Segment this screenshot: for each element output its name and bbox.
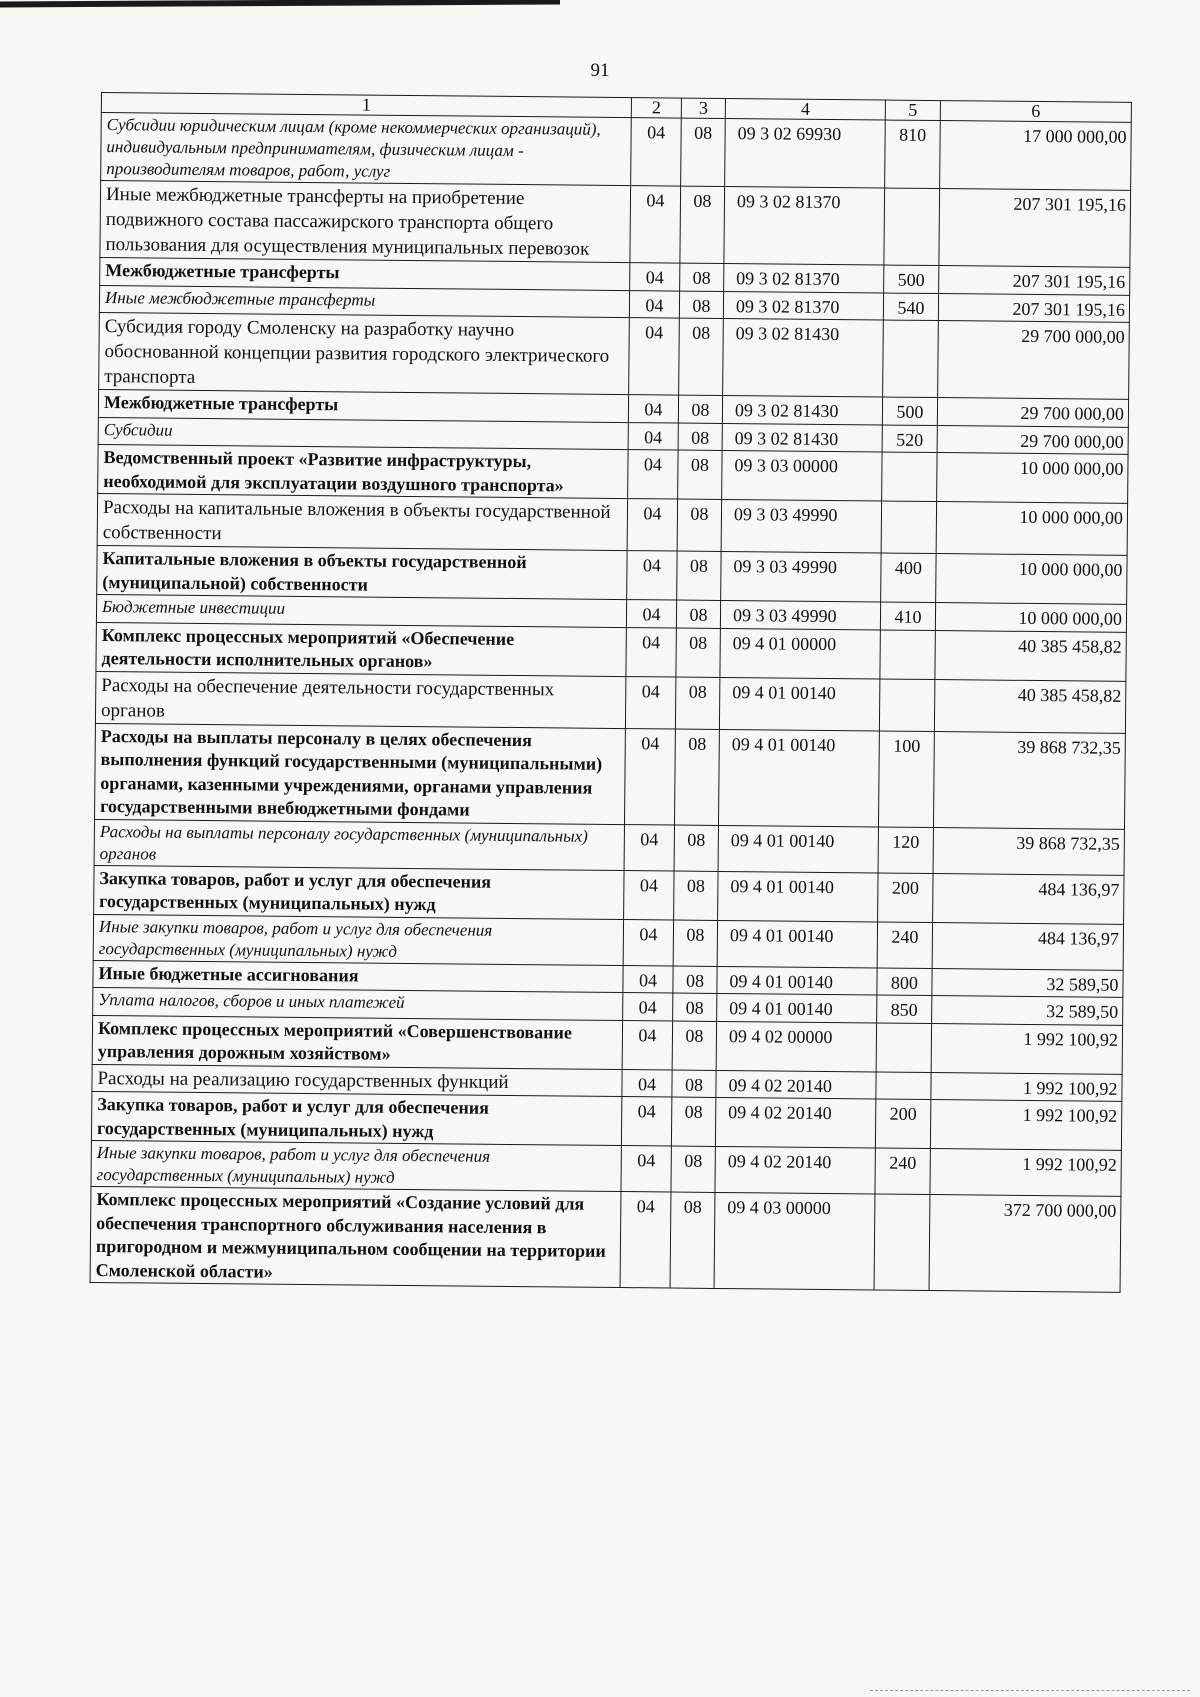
expense-name-cell: Расходы на капитальные вложения в объекты государственной собственности — [97, 493, 627, 550]
amount-cell: 10 000 000,00 — [936, 502, 1127, 556]
header-col-5: 5 — [885, 100, 940, 121]
expense-name-cell: Расходы на выплаты персоналу в целях обеспечения выполнения функций государственными (муниципальными) органами, казенными учреждениями, органами управления государственными внебюджетными фондами — [95, 723, 626, 824]
subsection-code-cell: 08 — [677, 499, 721, 551]
amount-cell: 32 589,50 — [932, 968, 1123, 997]
subsection-code-cell: 08 — [672, 1021, 716, 1070]
section-code-cell: 04 — [629, 290, 679, 318]
amount-cell: 1 992 100,92 — [931, 1072, 1122, 1101]
subsection-code-cell: 08 — [673, 920, 717, 966]
section-code-cell: 04 — [624, 870, 674, 919]
target-article-cell: 09 4 03 00000 — [714, 1192, 875, 1290]
amount-cell: 10 000 000,00 — [936, 554, 1127, 605]
amount-cell: 40 385 458,82 — [935, 630, 1126, 681]
section-code-cell: 04 — [629, 318, 680, 395]
expense-name-cell: Комплекс процессных мероприятий «Совершенствование управления дорожным хозяйством» — [92, 1015, 622, 1069]
section-code-cell: 04 — [622, 1069, 672, 1097]
expense-type-cell — [883, 320, 939, 398]
target-article-cell: 09 4 01 00140 — [718, 825, 878, 873]
subsection-code-cell: 08 — [678, 450, 722, 499]
header-col-3: 3 — [681, 98, 725, 118]
expense-type-cell: 500 — [884, 265, 939, 293]
expense-type-cell: 200 — [875, 1099, 930, 1149]
target-article-cell: 09 3 02 81370 — [724, 186, 885, 265]
section-code-cell: 04 — [628, 422, 678, 450]
header-col-1: 1 — [101, 93, 631, 118]
target-article-cell: 09 4 02 20140 — [715, 1097, 875, 1148]
target-article-cell: 09 3 02 81430 — [722, 395, 882, 424]
expense-type-cell: 410 — [880, 602, 935, 630]
expense-name-cell: Капитальные вложения в объекты государственной (муниципальной) собственности — [97, 545, 627, 599]
expense-type-cell: 100 — [878, 731, 934, 828]
expense-name-cell: Иные закупки товаров, работ и услуг для обеспечения государственных (муниципальных) нужд — [91, 1140, 621, 1191]
section-code-cell: 04 — [630, 186, 681, 263]
expense-name-cell: Межбюджетные трансферты — [98, 389, 628, 422]
target-article-cell: 09 4 01 00140 — [718, 729, 879, 827]
target-article-cell: 09 4 01 00140 — [717, 920, 877, 968]
target-article-cell: 09 3 03 00000 — [722, 450, 882, 501]
section-code-cell: 04 — [620, 1192, 671, 1288]
expense-type-cell — [874, 1194, 930, 1291]
subsection-code-cell: 08 — [676, 628, 720, 677]
expense-name-cell: Субсидии юридическим лицам (кроме некоммерческих организаций), индивидуальным предпринимателям, физическим лицам - производителям товаров, работ, услуг — [101, 113, 632, 186]
subsection-code-cell: 08 — [675, 677, 719, 729]
expense-name-cell: Иные межбюджетные трансферты — [99, 285, 629, 318]
target-article-cell: 09 4 01 00140 — [717, 966, 877, 995]
amount-cell: 1 992 100,92 — [930, 1100, 1121, 1151]
expense-type-cell — [880, 630, 935, 680]
expense-type-cell: 810 — [885, 120, 941, 189]
subsection-code-cell: 08 — [673, 993, 717, 1021]
table-row — [100, 181, 1131, 268]
amount-cell: 207 301 195,16 — [938, 293, 1129, 322]
scan-edge-bar — [0, 0, 560, 7]
section-code-cell: 04 — [627, 499, 677, 551]
expense-type-cell: 850 — [877, 995, 932, 1023]
amount-cell: 1 992 100,92 — [931, 1023, 1122, 1074]
expense-type-cell: 240 — [877, 921, 932, 968]
expense-name-cell: Субсидия городу Смоленску на разработку научно обоснованной концепции развития городского электрического транспорта — [99, 312, 630, 394]
expense-name-cell: Ведомственный проект «Развитие инфраструктуры, необходимой для эксплуатации воздушного транспорта» — [98, 444, 628, 498]
target-article-cell: 09 3 03 49990 — [720, 600, 880, 629]
expense-type-cell — [882, 452, 937, 502]
subsection-code-cell: 08 — [670, 1192, 715, 1288]
section-code-cell: 04 — [624, 728, 675, 824]
expense-name-cell: Расходы на реализацию государственных функций — [92, 1064, 622, 1097]
target-article-cell: 09 4 02 20140 — [716, 1070, 876, 1099]
target-article-cell: 09 4 02 00000 — [716, 1021, 876, 1072]
amount-cell: 207 301 195,16 — [939, 189, 1131, 268]
page-number: 91 — [590, 60, 610, 81]
section-code-cell: 04 — [623, 993, 673, 1021]
amount-cell: 10 000 000,00 — [937, 453, 1128, 504]
target-article-cell: 09 3 02 81430 — [722, 423, 882, 452]
amount-cell: 29 700 000,00 — [937, 425, 1128, 454]
section-code-cell: 04 — [622, 1020, 672, 1069]
section-code-cell: 04 — [628, 395, 678, 423]
expense-name-cell: Уплата налогов, сборов и иных платежей — [93, 987, 623, 1020]
expense-type-cell: 520 — [882, 425, 937, 453]
section-code-cell: 04 — [630, 263, 680, 291]
expense-type-cell: 800 — [877, 967, 932, 995]
subsection-code-cell: 08 — [677, 551, 721, 600]
subsection-code-cell: 08 — [680, 263, 724, 291]
expense-type-cell: 120 — [878, 826, 933, 873]
expense-name-cell: Расходы на выплаты персоналу государственных (муниципальных) органов — [94, 819, 624, 870]
expense-type-cell: 540 — [883, 293, 938, 321]
amount-cell: 39 868 732,35 — [933, 731, 1125, 829]
expense-type-cell: 240 — [875, 1148, 930, 1195]
section-code-cell: 04 — [621, 1146, 671, 1192]
expense-name-cell: Иные закупки товаров, работ и услуг для обеспечения государственных (муниципальных) нужд — [93, 914, 623, 965]
header-col-6: 6 — [940, 101, 1131, 123]
table-row — [99, 312, 1130, 399]
subsection-code-cell: 08 — [676, 600, 720, 628]
expense-name-cell: Расходы на обеспечение деятельности государственных органов — [95, 671, 625, 728]
header-col-2: 2 — [631, 98, 681, 118]
table-row — [101, 113, 1132, 191]
budget-table-sheet — [90, 92, 1131, 1293]
subsection-code-cell: 08 — [674, 825, 718, 871]
target-article-cell: 09 3 03 49990 — [721, 499, 881, 553]
subsection-code-cell: 08 — [680, 186, 725, 263]
scan-footer-line — [870, 1690, 1190, 1691]
expense-type-cell — [876, 1071, 931, 1099]
section-code-cell: 04 — [626, 627, 676, 676]
subsection-code-cell: 08 — [674, 729, 719, 825]
table-row — [95, 723, 1126, 829]
target-article-cell: 09 4 01 00140 — [719, 677, 879, 731]
amount-cell: 40 385 458,82 — [934, 679, 1125, 733]
expense-type-cell — [879, 679, 934, 732]
amount-cell: 29 700 000,00 — [937, 398, 1128, 427]
subsection-code-cell: 08 — [672, 1070, 716, 1098]
section-code-cell: 04 — [625, 676, 675, 728]
amount-cell: 17 000 000,00 — [940, 121, 1132, 191]
target-article-cell: 09 4 01 00140 — [717, 993, 877, 1022]
target-article-cell: 09 3 02 81370 — [723, 291, 883, 320]
section-code-cell: 04 — [626, 600, 676, 628]
section-code-cell: 04 — [623, 965, 673, 993]
amount-cell: 484 136,97 — [932, 922, 1123, 970]
target-article-cell: 09 4 01 00000 — [720, 628, 880, 679]
table-body — [90, 113, 1131, 1293]
section-code-cell: 04 — [624, 824, 674, 870]
expense-name-cell: Комплекс процессных мероприятий «Создание условий для обеспечения транспортного обслуживания населения в пригородном и межмуниципальном сообщении на территории Смоленской области» — [90, 1186, 621, 1287]
subsection-code-cell: 08 — [678, 395, 722, 423]
amount-cell: 372 700 000,00 — [929, 1195, 1121, 1293]
subsection-code-cell: 08 — [679, 318, 724, 395]
header-col-4: 4 — [725, 98, 885, 120]
amount-cell: 484 136,97 — [933, 873, 1124, 924]
subsection-code-cell: 08 — [679, 291, 723, 319]
subsection-code-cell: 08 — [681, 118, 726, 186]
budget-table — [90, 92, 1132, 1293]
expense-name-cell: Субсидии — [98, 417, 628, 450]
expense-name-cell: Комплекс процессных мероприятий «Обеспечение деятельности исполнительных органов» — [96, 622, 626, 676]
target-article-cell: 09 3 02 81370 — [724, 263, 884, 292]
target-article-cell: 09 4 02 20140 — [715, 1146, 875, 1194]
amount-cell: 39 868 732,35 — [933, 827, 1124, 875]
subsection-code-cell: 08 — [671, 1097, 715, 1146]
expense-name-cell: Закупка товаров, работ и услуг для обеспечения государственных (муниципальных) нужд — [91, 1091, 621, 1145]
amount-cell: 207 301 195,16 — [939, 266, 1130, 295]
section-code-cell: 04 — [621, 1097, 671, 1146]
subsection-code-cell: 08 — [674, 871, 718, 920]
subsection-code-cell: 08 — [678, 423, 722, 451]
expense-name-cell: Бюджетные инвестиции — [96, 594, 626, 627]
amount-cell: 29 700 000,00 — [938, 321, 1130, 400]
expense-type-cell — [884, 188, 940, 266]
subsection-code-cell: 08 — [671, 1146, 715, 1192]
section-code-cell: 04 — [628, 450, 678, 499]
expense-name-cell: Межбюджетные трансферты — [100, 257, 630, 290]
expense-type-cell: 200 — [878, 872, 933, 922]
table-row — [90, 1186, 1121, 1292]
section-code-cell: 04 — [623, 919, 673, 965]
expense-type-cell: 400 — [881, 553, 936, 603]
expense-type-cell — [876, 1022, 931, 1072]
target-article-cell: 09 4 01 00140 — [718, 871, 878, 922]
amount-cell: 1 992 100,92 — [930, 1149, 1121, 1197]
expense-name-cell: Иные межбюджетные трансферты на приобретение подвижного состава пассажирского транспорта общего пользования для осуществления муниципальных перевозок — [100, 181, 631, 263]
expense-type-cell: 500 — [882, 397, 937, 425]
expense-name-cell: Закупка товаров, работ и услуг для обеспечения государственных (муниципальных) нужд — [94, 865, 624, 919]
target-article-cell: 09 3 02 69930 — [725, 118, 886, 188]
target-article-cell: 09 3 03 49990 — [721, 551, 881, 602]
amount-cell: 10 000 000,00 — [935, 603, 1126, 632]
expense-type-cell — [881, 501, 936, 554]
expense-name-cell: Иные бюджетные ассигнования — [93, 960, 623, 993]
amount-cell: 32 589,50 — [932, 996, 1123, 1025]
section-code-cell: 04 — [631, 118, 682, 186]
subsection-code-cell: 08 — [673, 966, 717, 994]
target-article-cell: 09 3 02 81430 — [723, 318, 884, 397]
section-code-cell: 04 — [627, 551, 677, 600]
